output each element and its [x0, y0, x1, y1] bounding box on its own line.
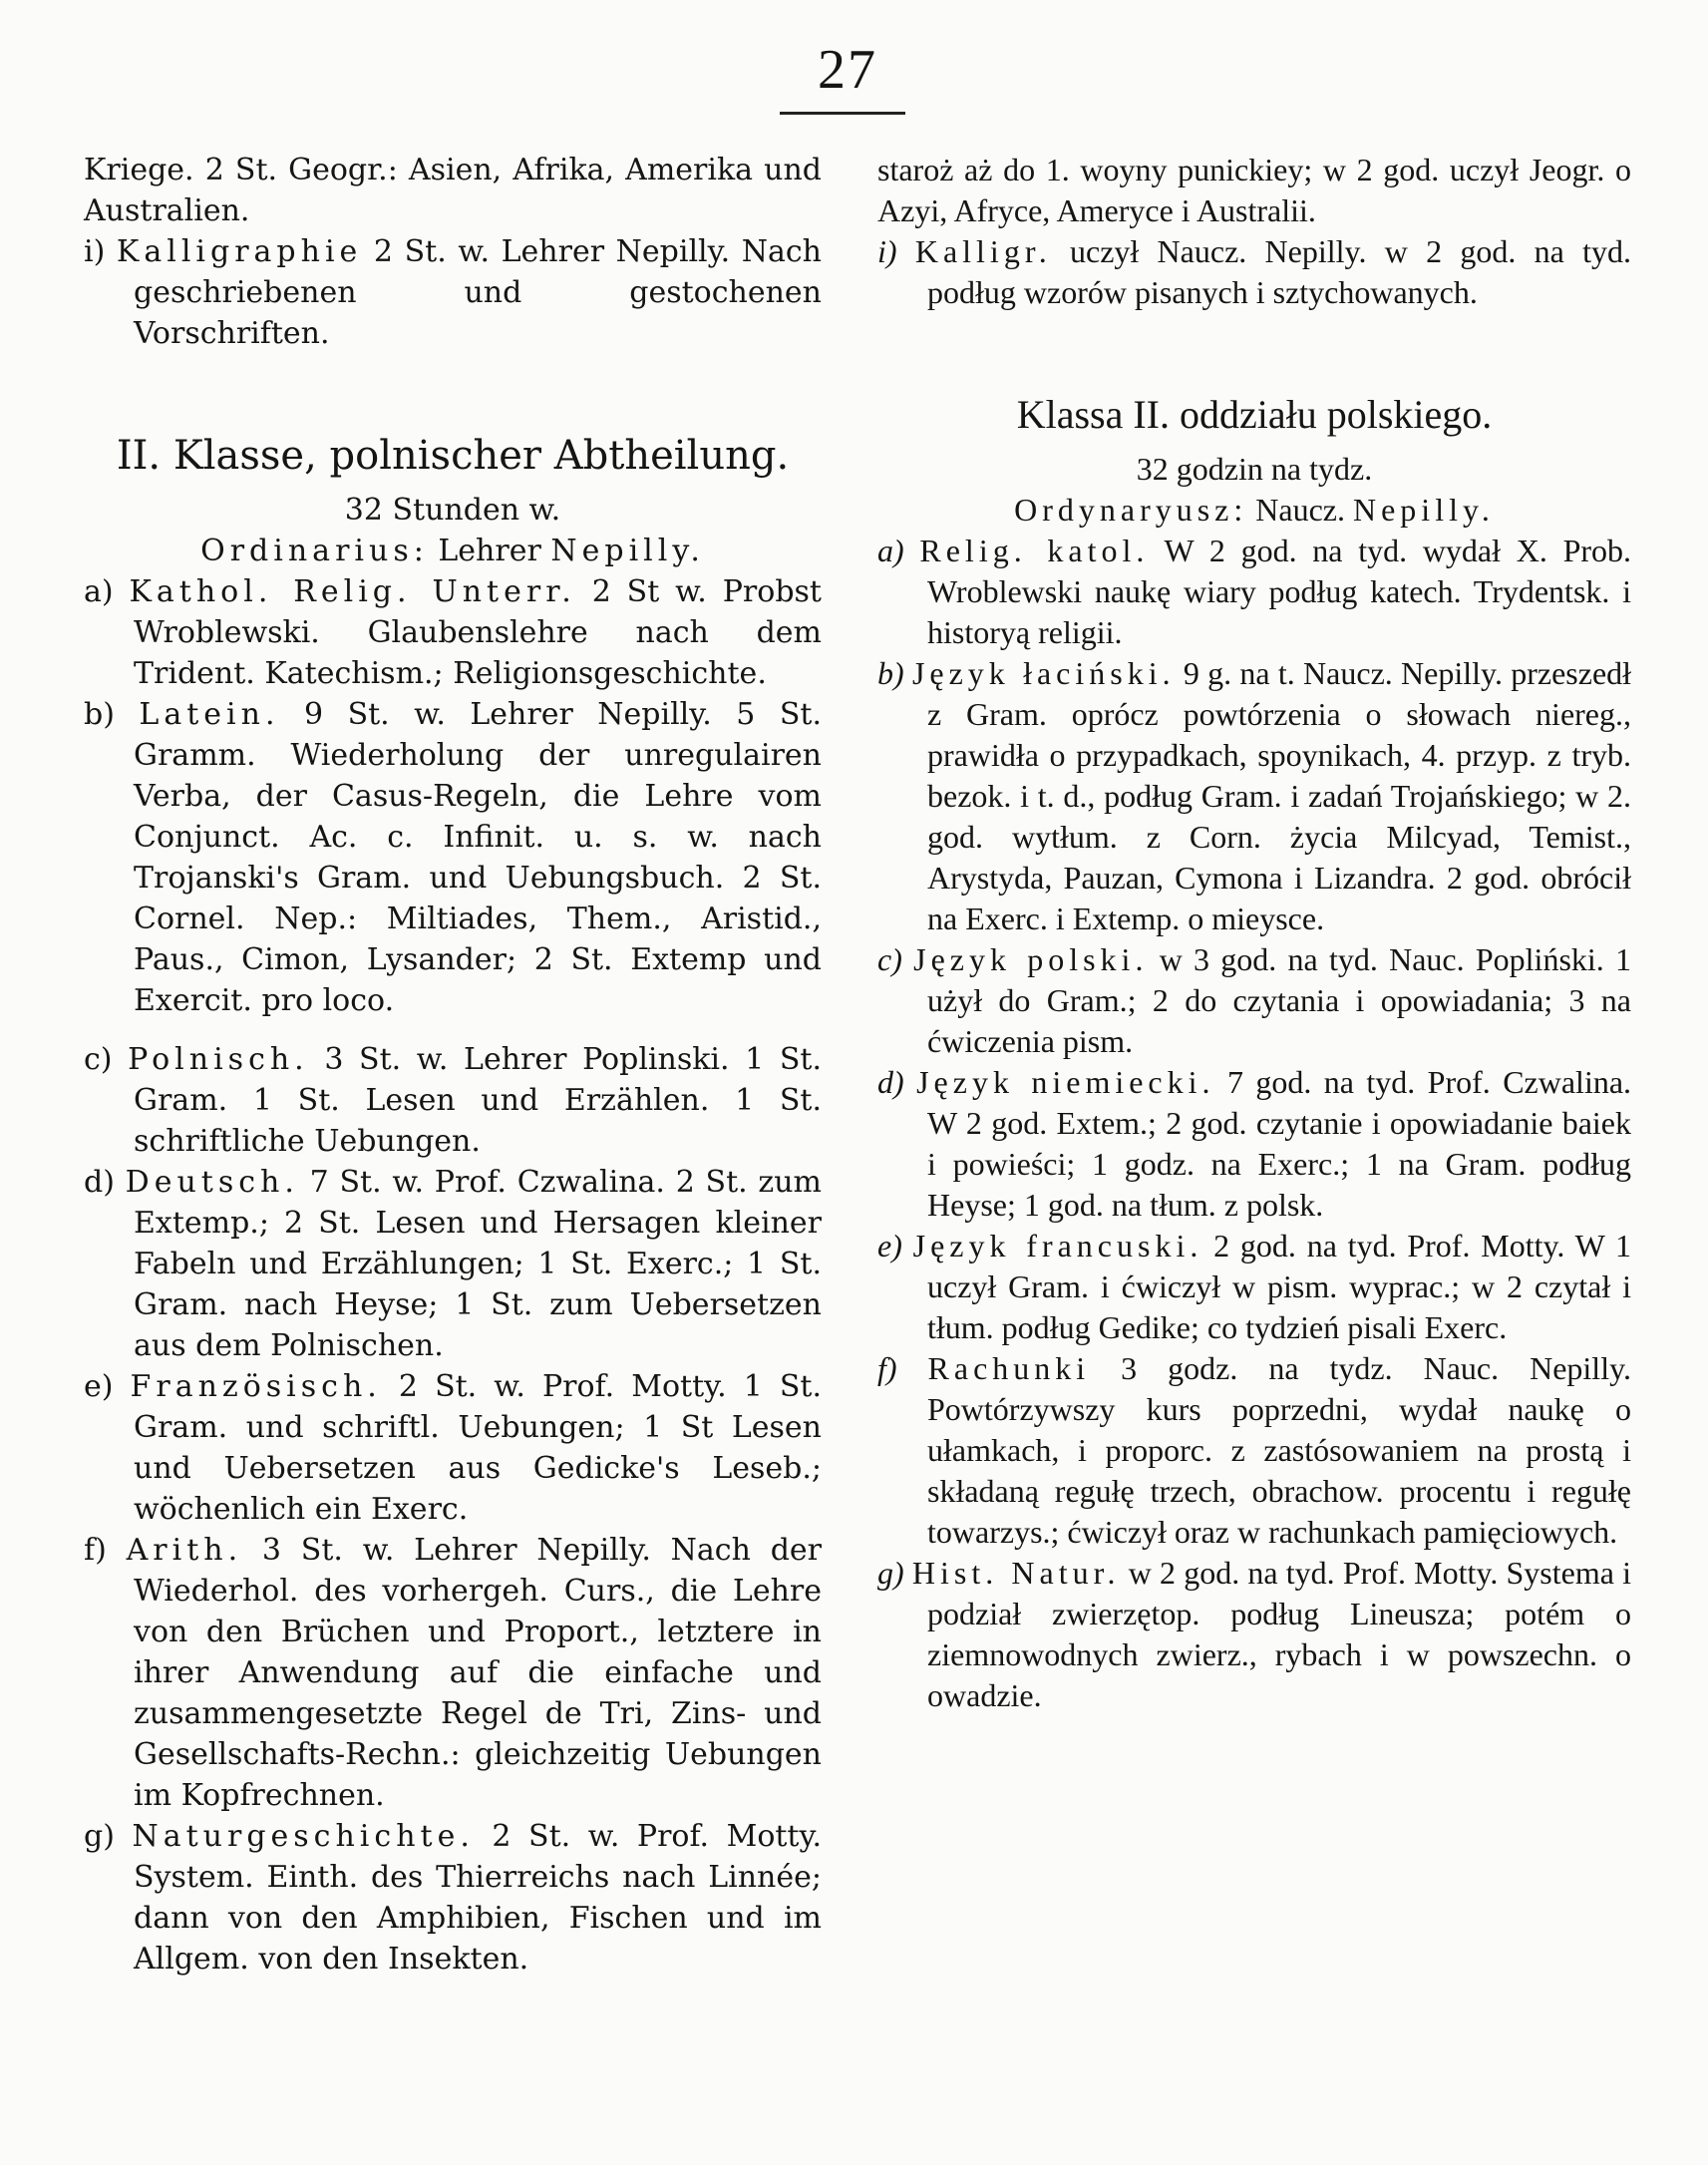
page-number: 27	[818, 39, 877, 101]
item-label: f)	[84, 1533, 107, 1568]
item-i	[877, 231, 1631, 313]
ordinarius-surname: Nepilly.	[1352, 492, 1495, 528]
item-title: Deutsch.	[125, 1165, 299, 1200]
item-d	[84, 1162, 822, 1366]
item-text: 2 St w. Probst Wroblewski. Glaubenslehre nach dem Trident. Katechism.; Religionsgeschichte.	[134, 574, 822, 691]
item-text: uczył Naucz. Nepilly. w 2 god. na tyd. podług wzorów pisanych i sztychowanych.	[927, 233, 1632, 310]
item-label: f)	[877, 1350, 897, 1386]
item-label: c)	[84, 1042, 113, 1077]
ordinarius-line	[84, 531, 822, 571]
ordinarius-name: Lehrer	[438, 534, 541, 568]
item-e	[877, 1226, 1631, 1348]
continuation-paragraph: staroż aż do 1. woyny punickiey; w 2 god. uczył Jeogr. o Azyi, Afryce, Ameryce i Australii.	[877, 152, 1631, 228]
weekly-hours: 32 Stunden w.	[344, 493, 561, 528]
item-c	[877, 939, 1631, 1062]
item-a	[84, 571, 822, 694]
item-text: 3 St. w. Lehrer Nepilly. Nach der Wiederhol. des vorhergeh. Curs., die Lehre von den Brüchen und Proport., letztere in ihrer Anwendung auf die einfache und zusammengesetzte Regel de Tri, Zins- und Gesellschafts-Rechn.: gleichzeitig Uebungen im Kopfrechnen.	[134, 1533, 822, 1813]
item-a	[877, 531, 1631, 653]
continuation-paragraph: Kriege. 2 St. Geogr.: Asien, Afrika, Amerika und Australien.	[84, 153, 822, 228]
item-label: e)	[84, 1369, 114, 1404]
item-text: 9 g. na t. Naucz. Nepilly. przeszedł z Gram. oprócz powtórzenia o słowach niereg., prawidła o przypadkach, spoynikach, 4. przyp. z tryb. bezok. i t. d., podług Gram. i zadań Trojańskiego; w 2. god. wytłum. z Corn. życia Milcyad, Temist., Arystyda, Pauzan, Cymona i Lizandra. 2 god. obrócił na Exerc. i Extemp. o mieysce.	[927, 655, 1632, 936]
item-label: b)	[877, 655, 904, 691]
item-text: 7 St. w. Prof. Czwalina. 2 St. zum Extemp.; 2 St. Lesen und Hersagen kleiner Fabeln und Erzählungen; 1 St. Exerc.; 1 St. Gram. nach Heyse; 1 St. zum Uebersetzen aus dem Polnischen.	[134, 1165, 822, 1363]
item-title: Latein.	[139, 697, 280, 732]
item-label: i)	[877, 233, 897, 269]
item-text: 7 god. na tyd. Prof. Czwalina. W 2 god. Extem.; 2 god. czytanie i opowiadanie baiek i powieści; 1 godz. na Exerc.; 1 na Gram. podług Heyse; 1 god. na tłum. z polsk.	[927, 1064, 1632, 1223]
item-label: b)	[84, 697, 115, 732]
ordinarius-line	[877, 490, 1631, 531]
item-title: Naturgeschichte.	[132, 1819, 475, 1854]
item-title: Kalligraphie	[116, 234, 363, 269]
item-title: Język polski.	[913, 941, 1149, 977]
item-text: w 2 god. na tyd. Prof. Motty. Systema i podział zwierzętop. podług Lineusza; potém o ziemnowodnych zwierz., rybach i w powszechn. o owadzie.	[927, 1555, 1632, 1713]
item-i	[84, 231, 822, 354]
item-label: c)	[877, 941, 902, 977]
item-d	[877, 1062, 1631, 1226]
item-g	[877, 1553, 1631, 1716]
item-label: d)	[877, 1064, 904, 1100]
item-text: 2 St. w. Prof. Motty. System. Einth. des Thierreichs nach Linnée; dann von den Amphibien, Fischen und im Allgem. von den Insekten.	[134, 1819, 822, 1977]
item-title: Polnisch.	[128, 1042, 309, 1077]
item-b	[877, 653, 1631, 939]
item-e	[84, 1366, 822, 1530]
item-f	[877, 1348, 1631, 1553]
item-title: Rachunki	[927, 1350, 1091, 1386]
item-title: Kathol. Relig. Unterr.	[129, 574, 576, 609]
item-f	[84, 1530, 822, 1816]
item-label: g)	[877, 1555, 904, 1591]
item-text: 2 St. w. Prof. Motty. 1 St. Gram. und schriftl. Uebungen; 1 St Lesen und Uebersetzen aus Gedicke's Leseb.; wöchenlich ein Exerc.	[134, 1369, 822, 1527]
item-text: 2 St. w. Lehrer Nepilly. Nach geschriebenen und gestochenen Vorschriften.	[134, 234, 822, 351]
section-heading: Klassa II. oddziału polskiego.	[1016, 392, 1493, 437]
item-title: Französisch.	[130, 1369, 382, 1404]
section-heading: II. Klasse, polnischer Abtheilung.	[116, 433, 790, 479]
item-b	[84, 694, 822, 1021]
item-label: d)	[84, 1165, 115, 1200]
item-g	[84, 1816, 822, 1980]
item-text: w 3 god. na tyd. Nauc. Popliński. 1 użył do Gram.; 2 do czytania i opowiadania; 3 na ćwiczenia pism.	[927, 941, 1632, 1059]
item-text: W 2 god. na tyd. wydał X. Prob. Wroblewski naukę wiary podług katech. Trydentsk. i historyą religii.	[927, 533, 1632, 650]
item-label: e)	[877, 1228, 902, 1263]
item-title: Arith.	[126, 1533, 243, 1568]
item-title: Język francuski.	[912, 1228, 1203, 1263]
item-title: Hist. Natur.	[911, 1555, 1121, 1591]
item-text: 9 St. w. Lehrer Nepilly. 5 St. Gramm. Wiederholung der unregulairen Verba, der Casus-Regeln, die Lehre vom Conjunct. Ac. c. Infinit. u. s. w. nach Trojanski's Gram. und Uebungsbuch. 2 St. Cornel. Nep.: Miltiades, Them., Aristid., Paus., Cimon, Lysander; 2 St. Extemp und Exercit. pro loco.	[134, 697, 822, 1018]
item-label: a)	[877, 533, 904, 568]
item-text: 3 godz. na tydz. Nauc. Nepilly. Powtórzywszy kurs poprzedni, wydał naukę o ułamkach, i proporc. z zastósowaniem na prostą i składaną regułę trzech, obrachow. procentu i regułę towarzys.; ćwiczył oraz w rachunkach pamięciowych.	[927, 1350, 1631, 1550]
item-label: i)	[84, 234, 106, 269]
item-label: a)	[84, 574, 114, 609]
item-title: Relig. katol.	[919, 533, 1150, 568]
page-number-rule	[780, 112, 905, 115]
item-label: g)	[84, 1819, 115, 1854]
ordinarius-surname: Nepilly.	[550, 534, 705, 568]
ordinarius-name: Naucz.	[1255, 492, 1345, 528]
item-text: 2 god. na tyd. Prof. Motty. W 1 uczył Gram. i ćwiczył w pism. wyprac.; w 2 czytał i tłum. podług Gedike; co tydzień pisali Exerc.	[927, 1228, 1631, 1345]
polish-column	[877, 150, 1631, 1716]
item-text: 3 St. w. Lehrer Poplinski. 1 St. Gram. 1 St. Lesen und Erzählen. 1 St. schriftliche Uebungen.	[134, 1042, 822, 1159]
ordinarius-label: Ordynaryusz:	[1014, 492, 1248, 528]
item-c	[84, 1039, 822, 1162]
item-title: Język niemiecki.	[916, 1064, 1215, 1100]
item-title: Język łaciński.	[911, 655, 1176, 691]
german-column	[84, 150, 822, 1980]
weekly-hours: 32 godzin na tydz.	[1136, 451, 1373, 487]
ordinarius-label: Ordinarius:	[200, 534, 429, 568]
item-title: Kalligr.	[914, 233, 1052, 269]
